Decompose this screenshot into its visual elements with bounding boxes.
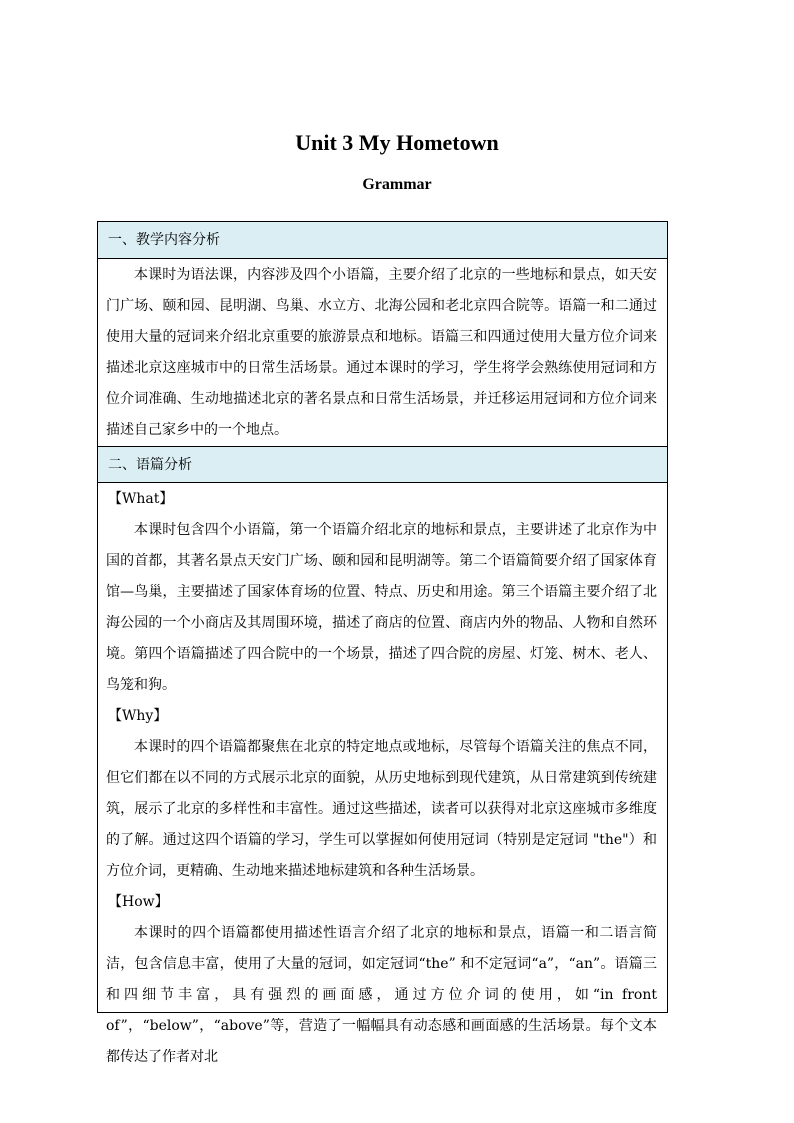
why-text: 本课时的四个语篇都聚焦在北京的特定地点或地标，尽管每个语篇关注的焦点不同，但它们都在以不同的方式展示北京的面貌，从历史地标到现代建筑，从日常建筑到传统建筑，展示了北京的多样性和丰富性。通过这些描述，读者可以获得对北京这座城市多维度的了解。通过这四个语篇的学习，学生可以掌握如何使用冠词（特别是定冠词 "the"）和方位介词，更精确、生动地来描述地标建筑和各种生活场景。 <box>106 739 657 879</box>
what-text: 本课时包含四个小语篇，第一个语篇介绍北京的地标和景点，主要讲述了北京作为中国的首都，其著名景点天安门广场、颐和园和昆明湖等。第二个语篇简要介绍了国家体育馆—鸟巢，主要描述了国家体育场的位置、特点、历史和用途。第三个语篇主要介绍了北海公园的一个小商店及其周围环境，描述了商店的位置、商店内外的物品、人物和自然环境。第四个语篇描述了四合院中的一个场景，描述了四合院的房屋、灯笼、树木、老人、鸟笼和狗。 <box>106 522 657 693</box>
why-label: 【Why】 <box>108 708 168 724</box>
section-header-text-analysis: 二、语篇分析 <box>98 446 667 483</box>
content-analysis-text: 本课时为语法课，内容涉及四个小语篇，主要介绍了北京的一些地标和景点，如天安门广场、颐和园、昆明湖、鸟巢、水立方、北海公园和老北京四合院等。语篇一和二通过使用大量的冠词来介绍北京重要的旅游景点和地标。语篇三和四通过使用大量方位介词来描述北京这座城市中的日常生活场景。通过本课时的学习，学生将学会熟练使用冠词和方位介词准确、生动地描述北京的著名景点和日常生活场景，并迁移运用冠词和方位介词来描述自己家乡中的一个地点。 <box>106 267 657 438</box>
page-title: Unit 3 My Hometown <box>295 130 499 155</box>
content-analysis-cell <box>98 259 667 446</box>
text-analysis-cell <box>98 483 667 1073</box>
page-subtitle: Grammar <box>362 176 432 193</box>
section-header-content-analysis: 一、教学内容分析 <box>98 222 667 259</box>
what-label: 【What】 <box>108 491 174 507</box>
how-text: 本课时的四个语篇都使用描述性语言介绍了北京的地标和景点，语篇一和二语言简洁，包含信息丰富，使用了大量的冠词，如定冠词“the” 和不定冠词“a”，“an”。语篇三和四细节丰富，具有强烈的画面感，通过方位介词的使用，如“in front of”，“below”，“above”等，营造了一幅幅具有动态感和画面感的生活场景。每个文本都传达了作者对北 <box>106 925 657 1065</box>
lesson-analysis-table <box>97 221 668 1065</box>
how-label: 【How】 <box>108 894 169 910</box>
